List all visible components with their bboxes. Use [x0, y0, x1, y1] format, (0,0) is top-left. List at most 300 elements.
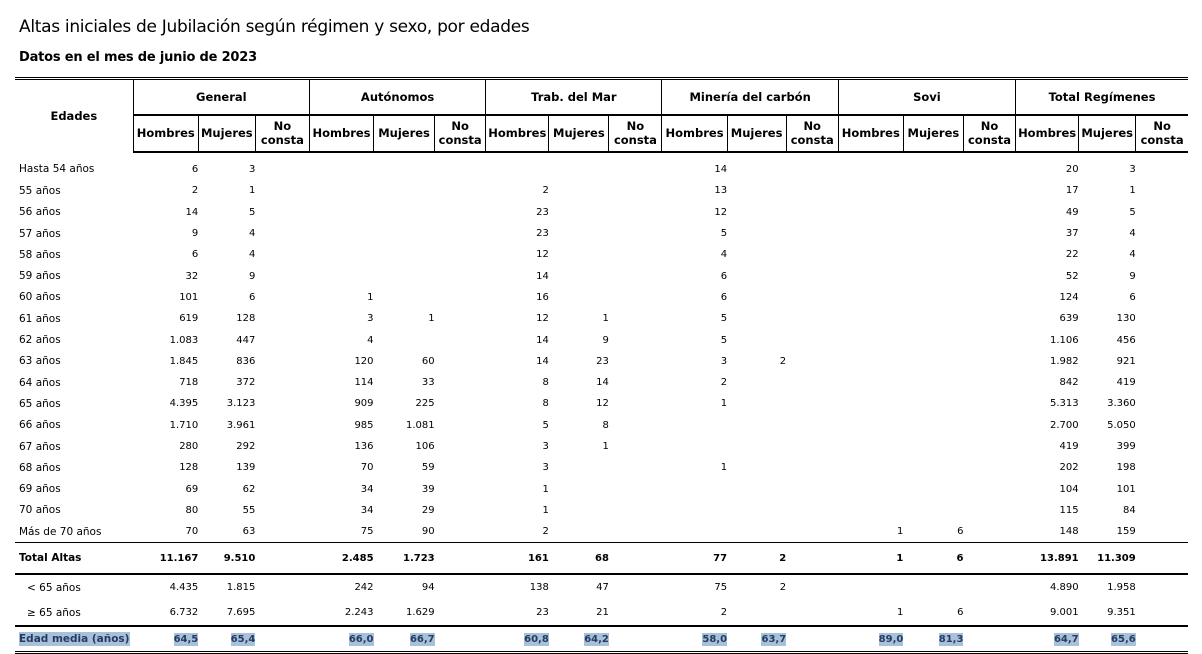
table-cell: 1.958 [1107, 582, 1136, 594]
table-cell [549, 202, 609, 223]
table-cell: 9 [602, 334, 609, 346]
table-cell: 62 [242, 483, 256, 495]
table-cell: 372 [236, 377, 256, 389]
table-cell: 6 [720, 270, 728, 282]
table-cell: 9 [191, 228, 199, 240]
table-cell [435, 265, 486, 286]
table-cell: 6 [720, 291, 728, 303]
table-cell: 4 [248, 228, 256, 240]
table-cell: 136 [354, 441, 374, 452]
table-cell [309, 626, 373, 653]
table-cell [549, 500, 609, 521]
table-cell [374, 626, 435, 653]
row-label-text: Edad media (años) [19, 633, 130, 646]
subheader-no-consta: No consta [963, 115, 1015, 152]
table-cell [963, 600, 1015, 626]
table-cell: 1 [720, 398, 728, 410]
table-cell [435, 287, 486, 308]
table-cell [963, 308, 1015, 329]
table-cell: 1 [542, 483, 549, 495]
table-row [15, 265, 1188, 286]
table-cell: 3.961 [226, 419, 256, 431]
table-cell [435, 180, 486, 201]
table-cell [903, 393, 963, 414]
table-cell: 2 [486, 521, 549, 543]
table-cell [1136, 574, 1188, 600]
table-cell [786, 626, 838, 653]
table-cell: 836 [236, 355, 256, 367]
table-cell: 842 [1059, 377, 1079, 389]
table-cell [786, 152, 838, 180]
table-cell [963, 457, 1015, 478]
table-cell [435, 244, 486, 265]
table-cell: 17 [1065, 185, 1079, 197]
table-cell [309, 223, 373, 244]
table-cell: 11.309 [1079, 543, 1136, 575]
table-cell [662, 626, 727, 653]
table-cell: 3.360 [1107, 398, 1136, 410]
table-cell [786, 457, 838, 478]
subheader-no-consta: No consta [1136, 115, 1188, 152]
table-cell [255, 244, 309, 265]
table-cell [727, 372, 786, 393]
table-cell [435, 393, 486, 414]
table-cell [662, 500, 727, 521]
table-cell: 94 [421, 582, 435, 594]
table-cell [609, 478, 662, 499]
table-cell: 985 [354, 419, 374, 431]
table-cell [549, 626, 609, 653]
table-cell [963, 265, 1015, 286]
table-cell [609, 543, 662, 575]
table-cell [374, 202, 435, 223]
table-cell [727, 287, 786, 308]
table-cell [609, 500, 662, 521]
table-cell [549, 457, 609, 478]
table-cell: 1 [1129, 185, 1136, 197]
table-cell [727, 521, 786, 543]
table-cell: 6 [248, 291, 256, 303]
table-cell [786, 372, 838, 393]
cell-value: 64,7 [1053, 633, 1079, 645]
table-cell: 5 [542, 419, 549, 431]
table-cell [435, 521, 486, 543]
table-cell: 6 [903, 600, 963, 626]
table-cell [609, 351, 662, 372]
table-cell: 2 [720, 377, 728, 389]
table-cell: 8 [602, 419, 609, 431]
table-cell [374, 244, 435, 265]
table-cell: 32 [185, 270, 199, 282]
table-cell: 419 [1116, 377, 1136, 389]
row-label: < 65 años [27, 581, 81, 594]
table-cell: 1 [838, 543, 903, 575]
table-cell: 37 [1065, 228, 1079, 240]
row-label: 55 años [19, 184, 61, 197]
table-cell [727, 308, 786, 329]
cell-value: 66,0 [348, 633, 374, 645]
table-cell [1136, 626, 1188, 653]
table-cell [963, 393, 1015, 414]
table-cell [255, 180, 309, 201]
table-cell [838, 202, 903, 223]
table-cell: 1 [542, 504, 549, 516]
table-cell [903, 202, 963, 223]
table-cell: 34 [360, 504, 374, 516]
table-cell [255, 287, 309, 308]
table-cell [838, 329, 903, 350]
table-cell: 9.001 [1016, 600, 1079, 626]
table-cell [963, 244, 1015, 265]
table-cell: 13 [714, 185, 728, 197]
table-cell [549, 478, 609, 499]
table-cell: 4 [1129, 228, 1136, 240]
table-cell [727, 600, 786, 626]
table-cell [609, 372, 662, 393]
table-cell [1136, 478, 1188, 499]
table-cell [903, 626, 963, 653]
table-row [15, 180, 1188, 201]
table-cell [435, 202, 486, 223]
table-cell [609, 152, 662, 180]
table-cell [963, 415, 1015, 436]
table-cell [963, 372, 1015, 393]
table-cell [1136, 351, 1188, 372]
table-cell [255, 543, 309, 575]
row-label: 63 años [19, 355, 61, 368]
table-cell: 9 [248, 270, 256, 282]
table-cell [903, 372, 963, 393]
table-cell [435, 574, 486, 600]
table-cell [903, 415, 963, 436]
table-cell: 52 [1065, 270, 1079, 282]
table-cell: 6 [191, 164, 199, 176]
row-label: 61 años [19, 312, 61, 325]
table-cell: 4 [720, 249, 728, 261]
table-cell [1079, 626, 1136, 653]
table-cell [1136, 223, 1188, 244]
table-cell: 1.629 [374, 600, 435, 626]
subheader-hombres: Hombres [309, 115, 373, 152]
table-cell [486, 626, 549, 653]
table-cell [786, 600, 838, 626]
table-cell [549, 521, 609, 543]
table-cell [903, 329, 963, 350]
subheader-mujeres: Mujeres [549, 115, 609, 152]
table-cell [609, 600, 662, 626]
row-label: 59 años [19, 270, 61, 283]
table-row [15, 626, 1188, 653]
table-row [15, 152, 1188, 180]
table-cell [727, 393, 786, 414]
table-cell: 161 [486, 543, 549, 575]
table-row [15, 244, 1188, 265]
table-cell: 5 [720, 313, 728, 325]
table-row [15, 351, 1188, 372]
table-cell [786, 265, 838, 286]
table-cell [727, 626, 786, 653]
table-row [15, 521, 1188, 543]
table-cell: 4 [367, 334, 374, 346]
table-cell [786, 202, 838, 223]
table-cell: 5 [720, 228, 728, 240]
cell-value: 65,6 [1111, 633, 1136, 645]
table-cell [963, 351, 1015, 372]
table-cell [435, 436, 486, 457]
table-cell: 115 [1059, 504, 1079, 516]
cell-value: 81,3 [938, 633, 964, 645]
table-cell [435, 626, 486, 653]
table-cell: 101 [1116, 483, 1136, 495]
table-cell [255, 152, 309, 180]
table-cell [435, 478, 486, 499]
row-label: Hasta 54 años [19, 163, 95, 176]
subheader-hombres: Hombres [838, 115, 903, 152]
table-cell [903, 457, 963, 478]
table-cell [903, 500, 963, 521]
table-cell: 1 [720, 462, 728, 474]
table-cell: 106 [415, 441, 435, 452]
table-cell [963, 436, 1015, 457]
table-cell [609, 180, 662, 201]
table-cell [838, 393, 903, 414]
table-cell [1136, 265, 1188, 286]
table-cell [963, 543, 1015, 575]
subheader-no-consta: No consta [609, 115, 662, 152]
table-cell [609, 626, 662, 653]
table-cell: 21 [549, 600, 609, 626]
table-cell: 80 [185, 504, 199, 516]
table-cell: 198 [1116, 462, 1136, 474]
table-cell [727, 152, 786, 180]
table-cell: 619 [179, 313, 199, 325]
table-cell [727, 415, 786, 436]
table-cell: 1.106 [1050, 334, 1079, 346]
table-cell: 5 [720, 334, 728, 346]
row-label: 57 años [19, 227, 61, 240]
page-title: Altas iniciales de Jubilación según régimen y sexo, por edades [19, 17, 530, 37]
table-cell [133, 626, 198, 653]
table-row [15, 415, 1188, 436]
table-cell [662, 521, 727, 543]
table-row [15, 393, 1188, 414]
table-cell: 14 [536, 334, 549, 346]
table-cell: 456 [1116, 334, 1136, 346]
table-cell: 5.313 [1050, 398, 1079, 410]
table-cell: 3 [542, 462, 549, 474]
table-cell [435, 308, 486, 329]
table-cell [838, 308, 903, 329]
table-cell: 128 [179, 462, 199, 474]
table-cell: 148 [1016, 521, 1079, 543]
table-cell [903, 152, 963, 180]
table-cell: 33 [421, 377, 435, 389]
cell-value: 65,4 [230, 633, 256, 645]
table-cell [963, 223, 1015, 244]
table-cell: 2.700 [1050, 419, 1079, 431]
subheader-hombres: Hombres [662, 115, 727, 152]
table-cell: 2 [191, 185, 199, 197]
table-cell: 5 [1129, 206, 1136, 218]
table-cell [435, 457, 486, 478]
table-cell [727, 329, 786, 350]
subheader-mujeres: Mujeres [903, 115, 963, 152]
table-cell [1136, 415, 1188, 436]
table-cell: 1 [838, 521, 903, 543]
table-cell: 22 [1065, 249, 1079, 261]
subheader-no-consta: No consta [255, 115, 309, 152]
table-cell [786, 415, 838, 436]
table-cell [838, 500, 903, 521]
table-row [15, 457, 1188, 478]
table-cell [1136, 393, 1188, 414]
table-cell [662, 478, 727, 499]
table-cell: 6 [903, 543, 963, 575]
table-cell [435, 152, 486, 180]
table-cell [435, 329, 486, 350]
table-cell [838, 478, 903, 499]
table-cell [1136, 202, 1188, 223]
table-cell [435, 415, 486, 436]
table-cell [786, 244, 838, 265]
table-cell: 47 [596, 582, 609, 594]
table-cell [549, 180, 609, 201]
cell-value: 64,5 [173, 633, 199, 645]
table-cell: 5 [248, 206, 256, 218]
table-cell [727, 244, 786, 265]
table-cell: 242 [354, 582, 374, 594]
table-cell: 3 [542, 441, 549, 452]
table-cell: 7.695 [198, 600, 255, 626]
group-header-mineria: Minería del carbón [662, 79, 838, 115]
table-cell [903, 223, 963, 244]
cell-value: 60,8 [524, 633, 549, 645]
table-cell [255, 600, 309, 626]
table-cell: 12 [596, 398, 609, 410]
table-cell [838, 457, 903, 478]
group-header-autonomos: Autónomos [309, 79, 485, 115]
table-row [15, 329, 1188, 350]
table-cell [786, 500, 838, 521]
table-cell: 39 [421, 483, 435, 495]
table-cell [309, 244, 373, 265]
table-cell [609, 436, 662, 457]
table-cell [838, 152, 903, 180]
table-cell [786, 180, 838, 201]
table-cell [435, 372, 486, 393]
table-cell [662, 436, 727, 457]
table-cell [786, 543, 838, 575]
table-cell [727, 265, 786, 286]
table-cell: 69 [185, 483, 199, 495]
table-row [15, 574, 1188, 600]
table-cell [609, 244, 662, 265]
table-cell [963, 287, 1015, 308]
cell-value: 66,7 [409, 633, 435, 645]
table-cell [1136, 457, 1188, 478]
table-cell: 1.845 [169, 355, 199, 367]
table-cell [838, 626, 903, 653]
table-cell: 130 [1116, 313, 1136, 325]
table-cell: 4.890 [1050, 582, 1079, 594]
table-cell: 75 [309, 521, 373, 543]
table-cell: 3 [1129, 164, 1136, 176]
table-cell [838, 415, 903, 436]
table-cell [435, 500, 486, 521]
table-cell [903, 574, 963, 600]
row-label: 67 años [19, 440, 61, 453]
table-row [15, 543, 1188, 575]
table-row [15, 308, 1188, 329]
table-cell [255, 265, 309, 286]
table-cell: 68 [549, 543, 609, 575]
table-cell: 9.351 [1079, 600, 1136, 626]
table-cell [838, 265, 903, 286]
table-cell [727, 478, 786, 499]
table-cell [609, 574, 662, 600]
table-cell: 2 [779, 355, 787, 367]
table-cell: 1 [367, 291, 374, 303]
table-cell: 4 [248, 249, 256, 261]
table-row [15, 600, 1188, 626]
table-cell [609, 415, 662, 436]
table-cell [309, 265, 373, 286]
table-cell: 1.081 [405, 419, 435, 431]
table-cell [1136, 308, 1188, 329]
table-cell [374, 180, 435, 201]
table-cell: 84 [1122, 504, 1136, 516]
table-cell [435, 543, 486, 575]
table-cell: 9 [1129, 270, 1136, 282]
table-cell [786, 574, 838, 600]
table-cell: 3 [720, 355, 728, 367]
table-cell [727, 223, 786, 244]
table-cell [1136, 329, 1188, 350]
table-cell: 12 [536, 249, 549, 261]
table-cell: 399 [1116, 441, 1136, 452]
table-cell: 3.123 [226, 398, 256, 410]
table-cell: 4.435 [169, 582, 199, 594]
table-cell [435, 600, 486, 626]
subheader-no-consta: No consta [786, 115, 838, 152]
table-cell [963, 574, 1015, 600]
table-cell [255, 478, 309, 499]
subheader-mujeres: Mujeres [1079, 115, 1136, 152]
table-cell [838, 436, 903, 457]
table-cell [838, 287, 903, 308]
table-cell: 4.395 [169, 398, 199, 410]
subheader-mujeres: Mujeres [374, 115, 435, 152]
table-cell [903, 478, 963, 499]
table-cell [255, 574, 309, 600]
table-cell [255, 329, 309, 350]
table-cell: 1.815 [226, 582, 256, 594]
table-cell [255, 202, 309, 223]
table-cell [609, 287, 662, 308]
table-cell: 23 [596, 355, 609, 367]
table-cell: 5.050 [1107, 419, 1136, 431]
table-cell [486, 152, 549, 180]
table-cell [786, 287, 838, 308]
table-cell [963, 152, 1015, 180]
table-cell: 59 [421, 462, 435, 474]
table-cell: 138 [529, 582, 549, 594]
table-cell [963, 329, 1015, 350]
table-cell [1136, 600, 1188, 626]
subheader-mujeres: Mujeres [727, 115, 786, 152]
table-cell [609, 521, 662, 543]
table-cell [838, 372, 903, 393]
